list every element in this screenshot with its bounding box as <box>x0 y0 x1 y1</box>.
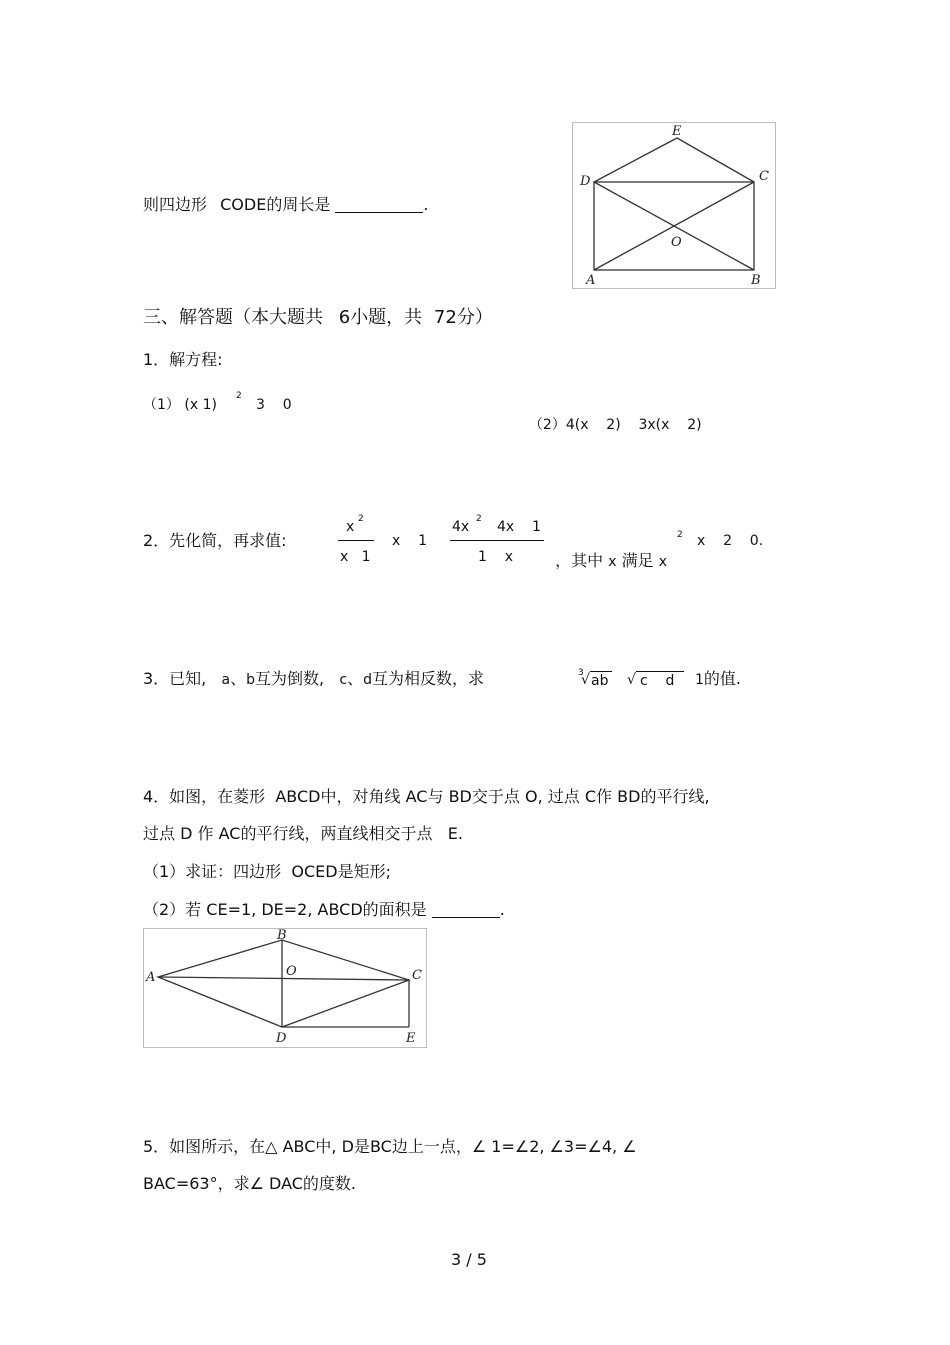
q3-tail-num: 1 <box>695 672 704 688</box>
q2-frac1-num-exp: 2 <box>358 514 364 524</box>
q5-ang2: ∠3=∠4, <box>549 1137 618 1156</box>
q2-cond-var: x <box>608 554 617 570</box>
q5-ang1: ∠ 1=∠2, <box>471 1137 545 1156</box>
q4-o: O, <box>524 787 543 806</box>
q2-frac2-den: 1 x <box>478 549 513 565</box>
q5-bac: BAC=63° <box>143 1174 218 1193</box>
q5-l2a: ，求∠ <box>217 1174 264 1193</box>
q3-radicand-2: c d <box>640 673 675 689</box>
q2-cond-b: 满足 <box>621 551 654 570</box>
label-d: D <box>276 1031 287 1046</box>
section-score: 72 <box>433 307 457 328</box>
q2-cond-expr: x 2 0 <box>697 533 759 549</box>
q1-part2-label: （2） <box>528 417 566 433</box>
q1-part1-lhs: (x 1) <box>184 397 217 413</box>
q5-l1d: 边上一点， <box>391 1137 472 1156</box>
label-e: E <box>672 124 682 139</box>
q4-abcd2: ABCD <box>317 900 363 919</box>
diagonal-ac <box>158 977 409 980</box>
label-o: O <box>671 235 682 250</box>
q4-sub1 <box>143 862 391 882</box>
q3-line <box>143 669 484 690</box>
q2-cond-exponent: 2 <box>677 530 683 540</box>
q5-dac: DAC <box>269 1174 303 1193</box>
q1-part1-exponent: 2 <box>236 391 242 401</box>
q4-d: D <box>180 824 193 843</box>
q3-tail <box>695 669 741 690</box>
q5-l1a: 5．如图所示，在△ <box>143 1137 278 1156</box>
intro-end: . <box>423 195 429 214</box>
q2-frac1-num: x <box>346 519 355 535</box>
q4-s2a: （2）若 <box>143 900 202 919</box>
q1-part1-label: （1） <box>143 397 180 413</box>
page-number: 3 / 5 <box>451 1250 487 1269</box>
intro-suffix: 的周长是 <box>266 195 331 214</box>
label-c: C <box>412 968 422 983</box>
q2-frac1-den: x 1 <box>340 549 371 565</box>
q2-frac2-num-exp: 2 <box>476 514 482 524</box>
q3-radical-sign-1: √ <box>581 672 590 688</box>
q4-de: DE=2, <box>261 900 313 919</box>
q2-mid: x 1 <box>392 533 427 549</box>
q5-l1b: 中, <box>315 1137 337 1156</box>
q5-l2b: 的度数. <box>302 1174 356 1193</box>
q4-ac2: AC <box>218 824 241 843</box>
q4-l2a: 过点 <box>143 824 176 843</box>
q2-frac2-num-a: 4x <box>452 519 470 535</box>
q5-line1 <box>143 1137 637 1157</box>
q4-l1g: 的平行线, <box>640 787 710 806</box>
q4-l1e: 过点 <box>547 787 580 806</box>
q2-frac2-num-b: 4x 1 <box>497 519 541 535</box>
q3-text2: 互为相反数，求 <box>372 669 485 688</box>
q4-s1a: （1）求证：四边形 <box>143 862 282 881</box>
q1-part1-rest: 3 0 <box>256 397 292 413</box>
q5-ang3: ∠ <box>622 1137 637 1156</box>
q1-part2 <box>520 395 702 435</box>
q4-bd: BD <box>448 787 472 806</box>
intro-prefix: 则四边形 <box>143 195 208 214</box>
label-d: D <box>580 174 591 189</box>
q3-var-d: d <box>363 672 373 688</box>
q4-s2end: . <box>499 900 505 919</box>
label-c: C <box>759 169 769 184</box>
figure-rectangle-diagram <box>572 122 776 289</box>
label-b: B <box>277 929 287 943</box>
q3-lead: 3．已知, <box>143 669 207 688</box>
label-e: E <box>406 1031 416 1046</box>
q4-e: E. <box>447 824 463 843</box>
q3-radicand-1: ab <box>591 673 609 689</box>
q1-part2-expr: 4(x 2) 3x(x 2) <box>565 417 702 433</box>
q3-sep2: 、 <box>347 669 364 688</box>
q5-d: D <box>341 1137 354 1156</box>
segment-de <box>594 138 677 182</box>
q3-root-index: 3 <box>578 668 584 678</box>
q4-l2c: 的平行线，两直线相交于点 <box>240 824 433 843</box>
q1-part1 <box>143 395 217 415</box>
q4-s1b: 是矩形; <box>337 862 391 881</box>
q2-cond-a: ，其中 <box>555 551 604 570</box>
rhombus-abcd <box>158 940 409 1027</box>
q3-var-a: a <box>221 672 231 688</box>
q4-s2b: 的面积是 <box>362 900 427 919</box>
q3-var-b: b <box>246 672 256 688</box>
q4-bd2: BD <box>617 787 641 806</box>
q4-l1d: 交于点 <box>471 787 520 806</box>
q5-bc: BC <box>369 1137 392 1156</box>
q2-cond-c <box>697 531 763 551</box>
q4-ce: CE=1, <box>206 900 257 919</box>
section-title-c: 分） <box>456 307 493 328</box>
q3-sep1: 、 <box>230 669 247 688</box>
intro-quad: CODE <box>220 195 267 214</box>
q4-abcd: ABCD <box>275 787 321 806</box>
q4-l1b: 中，对角线 <box>320 787 401 806</box>
q2-lead: 2．先化简，再求值: <box>143 531 287 550</box>
q4-l1a: 4．如图，在菱形 <box>143 787 266 806</box>
q1-heading: 1．解方程: <box>143 350 223 369</box>
section-title-b: 小题，共 <box>350 307 423 328</box>
q4-l2b: 作 <box>197 824 214 843</box>
q5-l1c: 是 <box>353 1137 370 1156</box>
section-count: 6 <box>338 307 351 328</box>
q4-line1 <box>143 787 710 807</box>
q4-l1c: 与 <box>427 787 444 806</box>
answer-blank-1[interactable] <box>335 196 423 213</box>
q4-c: C <box>584 787 597 806</box>
label-a: A <box>586 273 596 288</box>
q3-text1: 互为倒数, <box>255 669 325 688</box>
section-title-a: 三、解答题（本大题共 <box>143 307 323 328</box>
q5-line2 <box>143 1174 356 1194</box>
intro-line <box>143 195 429 215</box>
q4-l1f: 作 <box>596 787 613 806</box>
label-a: A <box>146 970 156 985</box>
q2-cond-x: x <box>658 554 668 570</box>
label-o: O <box>286 964 297 979</box>
q2-condition <box>545 531 667 572</box>
q3-tail-text: 的值. <box>703 669 742 688</box>
q2-frac1-bar <box>338 540 374 541</box>
q4-ac: AC <box>405 787 428 806</box>
answer-blank-2[interactable] <box>432 901 500 918</box>
segment-ec <box>677 138 754 182</box>
q2-cond-end: . <box>758 533 764 549</box>
section-heading <box>143 306 493 330</box>
q4-sub2 <box>143 900 505 920</box>
q4-line2 <box>143 824 463 844</box>
label-b: B <box>751 273 761 288</box>
q5-abc: ABC <box>282 1137 316 1156</box>
q4-oced: OCED <box>291 862 338 881</box>
q3-var-c: c <box>339 672 348 688</box>
q3-radical-sign-2: √ <box>627 672 636 688</box>
q2-frac2-bar <box>450 540 544 541</box>
figure-rhombus-diagram <box>143 928 427 1048</box>
